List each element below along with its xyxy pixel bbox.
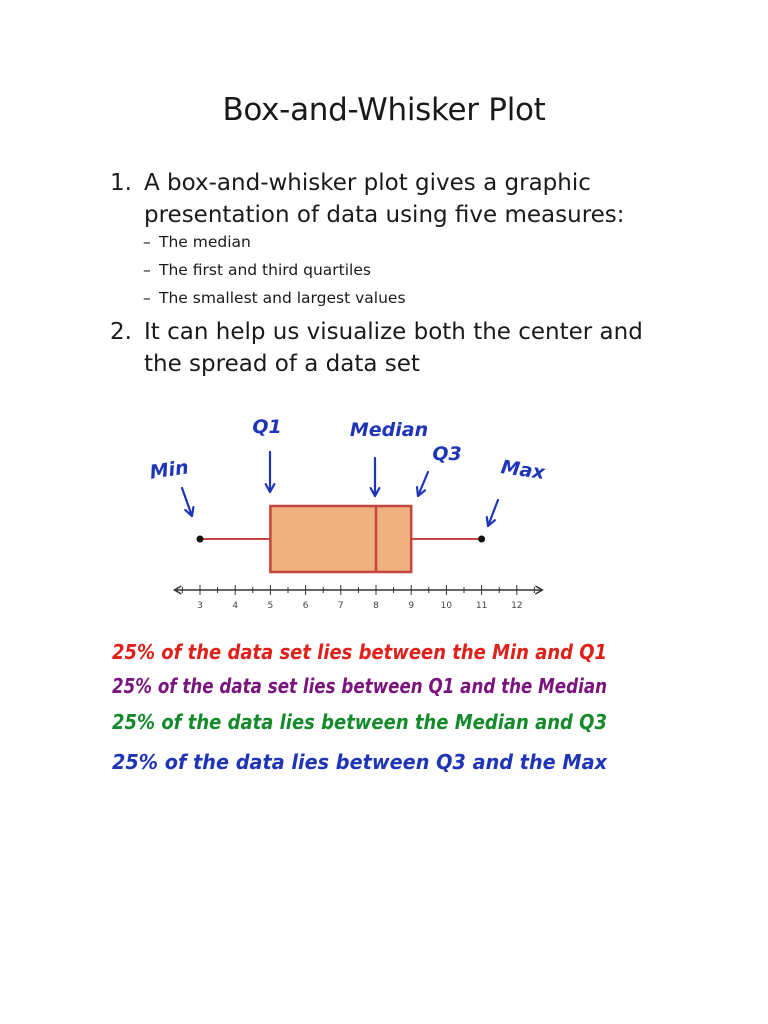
list-item-line: the spread of a data set (144, 351, 420, 377)
tick-label: 4 (232, 601, 239, 611)
annotation-label-q3: Q3 (432, 443, 462, 465)
handwritten-note: 25% of the data set lies between the Min and Q1 (112, 640, 607, 664)
annotation-label-min: Min (148, 456, 190, 484)
tick-label: 6 (302, 601, 309, 611)
tick-label: 12 (511, 601, 523, 611)
tick-label: 8 (373, 601, 379, 611)
handwritten-note: 25% of the data lies between Q3 and the Max (112, 750, 609, 774)
handwritten-note: 25% of the data set lies between Q1 and the Median (112, 674, 607, 698)
sub-item-text: The smallest and largest values (159, 289, 406, 307)
dash-bullet: – (143, 261, 151, 279)
max-point (478, 536, 485, 543)
annotation-label-max: Max (499, 456, 547, 485)
sub-item-text: The median (159, 233, 251, 251)
annotation-label-median: Median (349, 419, 429, 441)
tick-label: 7 (337, 601, 344, 611)
quartile-box (270, 506, 411, 572)
list-number: 2. (110, 319, 132, 345)
list-item-line: A box-and-whisker plot gives a graphic (144, 170, 591, 196)
tick-label: 3 (197, 601, 203, 611)
list-item-line: It can help us visualize both the center and (144, 319, 643, 345)
dash-bullet: – (143, 233, 151, 251)
handwritten-note: 25% of the data lies between the Median and Q3 (112, 710, 607, 734)
tick-label: 5 (267, 601, 274, 611)
tick-label: 11 (475, 601, 488, 611)
page-title: Box-and-Whisker Plot (222, 92, 546, 128)
sub-item-text: The first and third quartiles (159, 261, 371, 279)
tick-label: 9 (408, 601, 415, 611)
annotation-label-q1: Q1 (252, 416, 282, 438)
list-item-line: presentation of data using five measures: (144, 202, 625, 228)
list-number: 1. (110, 170, 132, 196)
min-point (197, 536, 204, 543)
tick-label: 10 (440, 601, 453, 611)
dash-bullet: – (143, 289, 151, 307)
